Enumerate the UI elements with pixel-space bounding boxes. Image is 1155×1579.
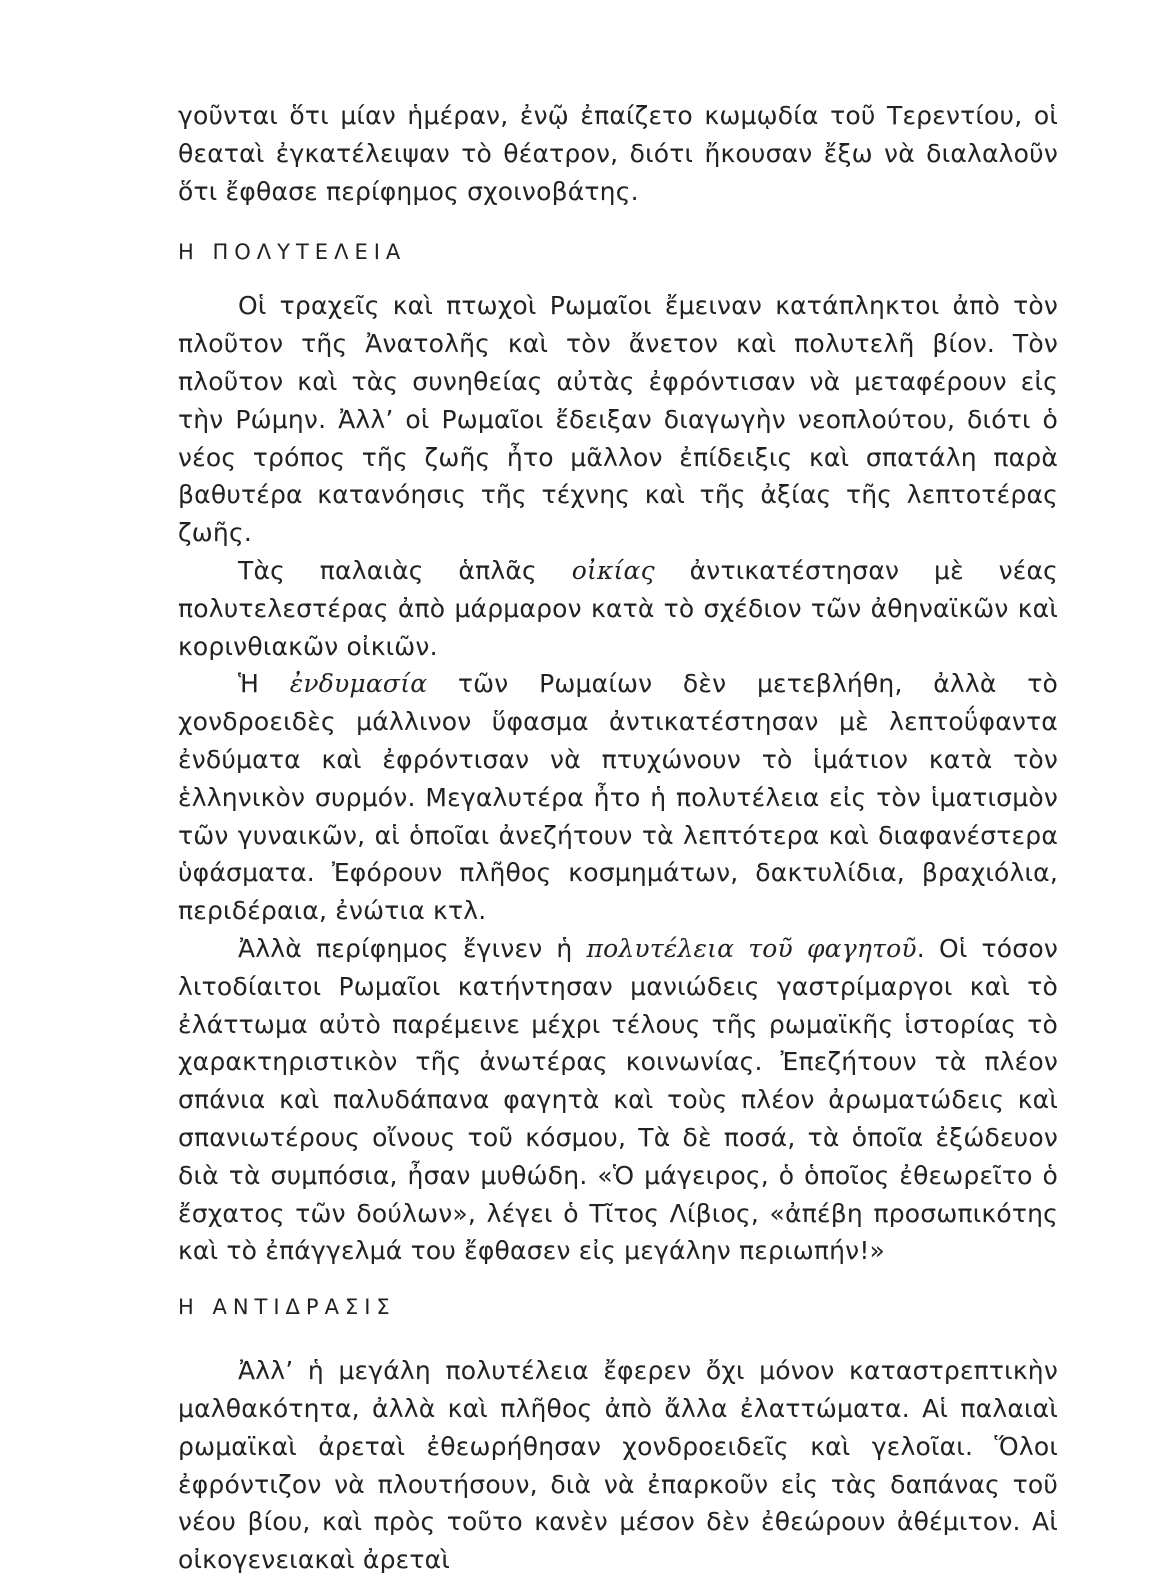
section-heading-luxury: Η ΠΟΛΥΤΕΛΕΙΑ	[178, 240, 407, 265]
paragraph-clothing-text-start: Ἡ	[238, 669, 290, 699]
paragraph-clothing	[178, 665, 1058, 930]
paragraph-houses-text-start: Τὰς παλαιὰς ἁπλᾶς	[238, 555, 572, 585]
section-heading-reaction: Η ΑΝΤΙΔΡΑΣΙΣ	[178, 1295, 396, 1320]
italic-term-food-luxury: πολυτέλεια τοῦ φαγητοῦ	[586, 933, 917, 963]
italic-term-clothing: ἐνδυμασία	[289, 669, 428, 699]
paragraph-reaction: Ἀλλ’ ἡ μεγάλη πολυτέλεια ἔφερεν ὄχι μόνον καταστρεπτικὴν μαλθακότητα, ἀλλὰ καὶ πλῆθος ἀπὸ ἄλλα ἐλαττώματα. Αἱ παλαιαὶ ρωμαϊκαὶ ἀρεταὶ ἐθεωρήθησαν χονδροειδεῖς καὶ γελοῖαι. Ὅλοι ἐφρόντιζον νὰ πλουτήσουν, διὰ νὰ ἐπαρκοῦν εἰς τὰς δαπάνας τοῦ νέου βίου, καὶ πρὸς τοῦτο κανὲν μέσον δὲν ἐθεώρουν ἀθέμιτον. Αἱ οἰκογενειακαὶ ἀρεταὶ	[178, 1356, 1058, 1575]
intro-paragraph: γοῦνται ὅτι μίαν ἡμέραν, ἐνῷ ἐπαίζετο κωμῳδία τοῦ Τερεντίου, οἱ θεαταὶ ἐγκατέλειψαν τὸ θέατρον, διότι ἤκουσαν ἔξω νὰ διαλαλοῦν ὅτι ἔφθασε περίφημος σχοινοβάτης.	[178, 101, 1058, 206]
paragraph-clothing-text-end: τῶν Ρωμαίων δὲν μετεβλήθη, ἀλλὰ τὸ χονδροειδὲς μάλλινον ὕφασμα ἀντικατέστησαν μὲ λεπτοΰφαντα ἐνδύματα καὶ ἐφρόντισαν νὰ πτυχώνουν τὸ ἱμάτιον κατὰ τὸν ἑλληνικὸν συρμόν. Μεγαλυτέρα ἦτο ἡ πολυτέλεια εἰς τὸν ἱματισμὸν τῶν γυναικῶν, αἱ ὁποῖαι ἀνεζήτουν τὰ λεπτότερα καὶ διαφανέστερα ὑφάσματα. Ἐφόρουν πλῆθος κοσμημάτων, δακτυλίδια, βραχιόλια, περιδέραια, ἐνώτια κτλ.	[178, 669, 1058, 926]
italic-term-houses: οἰκίας	[571, 555, 655, 585]
paragraph-houses	[178, 552, 1058, 665]
paragraph-houses-text-end: ἀντικατέστησαν μὲ νέας πολυτελεστέρας ἀπὸ μάρμαρον κατὰ τὸ σχέδιον τῶν ἀθηναϊκῶν καὶ κορινθιακῶν οἰκιῶν.	[178, 555, 1058, 661]
paragraph-food	[178, 930, 1058, 1270]
text-column	[178, 97, 1058, 1579]
paragraph-food-text-start: Ἀλλὰ περίφημος ἔγινεν ἡ	[238, 933, 587, 963]
paragraph-food-text-end: . Οἱ τόσον λιτοδίαιτοι Ρωμαῖοι κατήντησαν μανιώδεις γαστρίμαργοι καὶ τὸ ἐλάττωμα αὐτὸ παρέμεινε μέχρι τέλους τῆς ρωμαϊκῆς ἱστορίας τὸ χαρακτηριστικὸν τῆς ἀνωτέρας κοινωνίας. Ἐπεζήτουν τὰ πλέον σπάνια καὶ παλυδάπανα φαγητὰ καὶ τοὺς πλέον ἀρωματώδεις καὶ σπανιωτέρους οἴνους τοῦ κόσμου, Τὰ δὲ ποσά, τὰ ὁποῖα ἐξώδευον διὰ τὰ συμπόσια, ἦσαν μυθώδη. «Ὁ μάγειρος, ὁ ὁποῖος ἐθεωρεῖτο ὁ ἔσχατος τῶν δούλων», λέγει ὁ Τῖτος Λίβιος, «ἀπέβη προσωπικότης καὶ τὸ ἐπάγγελμά του ἔφθασεν εἰς μεγάλην περιωπήν!»	[178, 933, 1058, 1266]
paragraph-wealth: Οἱ τραχεῖς καὶ πτωχοὶ Ρωμαῖοι ἔμειναν κατάπληκτοι ἀπὸ τὸν πλοῦτον τῆς Ἀνατολῆς καὶ τὸν ἄνετον καὶ πολυτελῆ βίον. Τὸν πλοῦτον καὶ τὰς συνηθείας αὐτὰς ἐφρόντισαν νὰ μεταφέρουν εἰς τὴν Ρώμην. Ἀλλ’ οἱ Ρωμαῖοι ἔδειξαν διαγωγὴν νεοπλούτου, διότι ὁ νέος τρόπος τῆς ζωῆς ἦτο μᾶλλον ἐπίδειξις καὶ σπατάλη παρὰ βαθυτέρα κατανόησις τῆς τέχνης καὶ τῆς ἀξίας τῆς λεπτοτέρας ζωῆς.	[178, 291, 1058, 548]
